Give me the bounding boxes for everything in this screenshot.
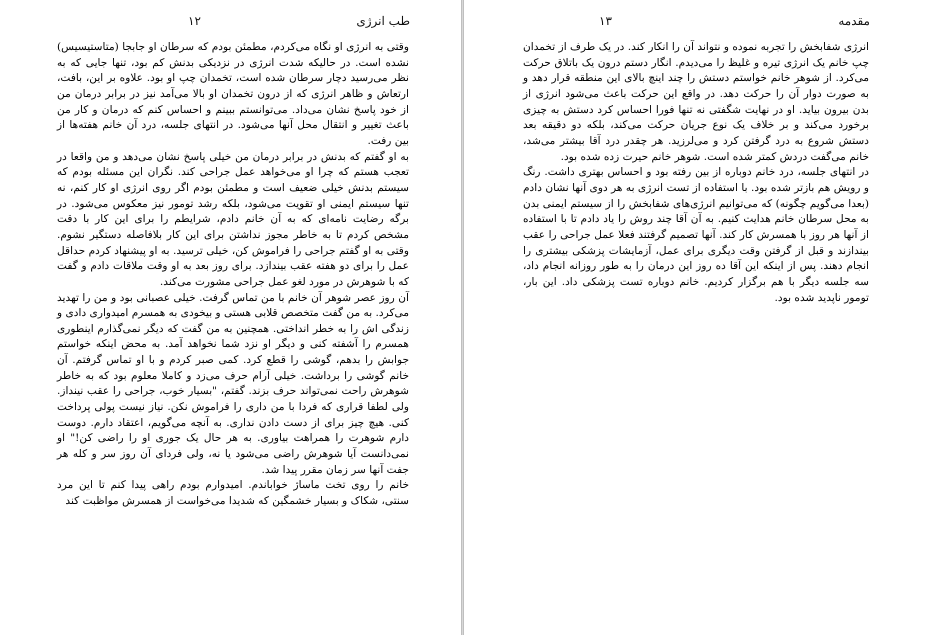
page-number: ۱۳ — [599, 14, 612, 28]
body-text — [57, 40, 409, 510]
paragraph: وقتی به انرژی او نگاه می‌کردم، مطمئن بودم که سرطان او جابجا (متاستیسیس) نشده است. در حالیکه شدت انرژی در نزدیکی بدنش کم بود، تنها جایی که به نظر می‌رسید دچار سرطان شده است، تخمدان چپ او بود. علاوه بر این، بافت، ارتعاش و ظاهر انرژی که از درون تخمدان او بالا می‌آمد نیز در برابر درمان من از خود پاسخ نشان می‌داد. می‌توانستم ببینم و احساس کنم که درمان و کار من باعث تغییر و انتقال محل آنها می‌شود. در انتهای جلسه، درد آن خانم هفته‌ها از بین رفت. — [57, 41, 409, 147]
paragraph: خانم را روی تخت ماساژ خواباندم. امیدوارم بودم راهی پیدا کنم تا این مرد سنتی، شکاک و بسیار خشمگین که شدیدا می‌خواست از همسرش مواظبت کند — [57, 479, 409, 508]
left-page — [0, 0, 461, 635]
running-title: مقدمه — [838, 14, 870, 28]
body-text — [523, 40, 869, 306]
paragraph: در انتهای جلسه، درد خانم دوباره از بین رفته بود و احساس بهتری داشت. رنگ و رویش هم بازتر شده بود. با استفاده از تست انرژی به هر دوی آنها نشان دادم (بعدا می‌گویم چگونه) که می‌توانیم انرژی‌های شفابخش را از سیستم ایمنی بدن به محل سرطان خانم هدایت کنیم. به آن آقا چند روش را یاد دادم تا با استفاده از آنها هر روز با همسرش کار کند. آنها تصمیم گرفتند فعلا عمل جراحی را عقب بیندازند و قبل از گرفتن وقت دیگری برای عمل، آزمایشات پزشکی بیشتری را انجام دهند. پس از اینکه این آقا ده روز این درمان را به طور روزانه انجام داد، سه جلسه دیگر با هم برگزار کردیم. خانم دوباره تست پزشکی داد. این بار، تومور ناپدید شده بود. — [523, 166, 869, 304]
right-page — [464, 0, 926, 635]
paragraph: به او گفتم که بدنش در برابر درمان من خیلی پاسخ نشان می‌دهد و من واقعا در تعجب هستم که چرا او می‌خواهد عمل جراحی کند. نگران این مسئله بودم که سیستم بدنش خیلی ضعیف است و مطمئن بودم اگر روی انرژی او کار کنم، نه تنها سیستم ایمنی او تقویت می‌شود، بلکه رشد تومور نیز معکوس می‌شود. در برگه رضایت نامه‌ای که به آن خانم دادم، شرایطم را برای این کار با دقت مشخص کردم تا به خاطر مجوز نداشتن برای این کار بلافاصله دستگیر نشوم. وقتی به او گفتم جراحی را فراموش کن، خیلی ترسید. به او پیشنهاد کردم حداقل عمل را برای دو هفته عقب بیندازد. برای روز بعد به او وقت ملاقات دادم و گفت که با شوهرش در مورد لغو عمل جراحی مشورت می‌کند. — [57, 150, 409, 288]
page-number: ۱۲ — [188, 14, 201, 28]
running-title: طب انرژی — [356, 14, 410, 28]
paragraph: آن روز عصر شوهر آن خانم با من تماس گرفت. خیلی عصبانی بود و من را تهدید می‌کرد. به من گفت متخصص قلابی هستی و بیخودی به همسرم امیدواری دادی و زندگی اش را به خطر انداختی. همچنین به من گفت که دیگر نمی‌گذارم اینطوری همسرم را آشفته کنی و دیگر او نزد شما نخواهد آمد. به محض اینکه خواستم جوابش را بدهم، گوشی را قطع کرد. کمی صبر کردم و با او تماس گرفتم. آن خانم گوشی را برداشت. خیلی آرام حرف می‌زد و کاملا معلوم بود که به خاطر شوهرش راحت نمی‌تواند حرف بزند. گفتم، "بسیار خوب، جراحی را عقب نینداز. ولی لطفا قراری که فردا با من داری را فراموش نکن. نیاز نیست پولی پرداخت کنی. هیچ چیز برای از دست دادن نداری. به آنچه می‌گویم، اعتقاد دارم. دوست دارم شوهرت را همراهت بیاوری. به هر حال یک جوری او را راضی کن!" او نمی‌دانست آیا شوهرش راضی می‌شود یا نه، ولی فردای آن روز سر و کله هر جفت آنها سر زمان مقرر پیدا شد. — [57, 291, 409, 476]
paragraph: انرژی شفابخش را تجربه نموده و نتواند آن را انکار کند. در یک طرف از تخمدان چپ خانم یک انرژی تیره و غلیظ را می‌دیدم. انگار دستم درون یک باتلاق حرکت می‌کرد. از شوهر خانم خواستم دستش را چند اینچ بالای این منطقه قرار دهد و به صورت دوار آن را حرکت دهد. در واقع این حرکت باعث می‌شود انرژی از بدن بیرون بیاید. او در نهایت شگفتی نه تنها فورا احساس کرد دستش به چیزی برخورد می‌کند و بر خلاف یک نوع جریان حرکت می‌کند، بلکه دو دقیقه بعد دستش شروع به درد گرفتن کرد و می‌لرزید. هر چقدر درد آقا بیشتر می‌شد، خانم می‌گفت دردش کمتر شده است. شوهر خانم حیرت زده شده بود. — [523, 41, 869, 163]
